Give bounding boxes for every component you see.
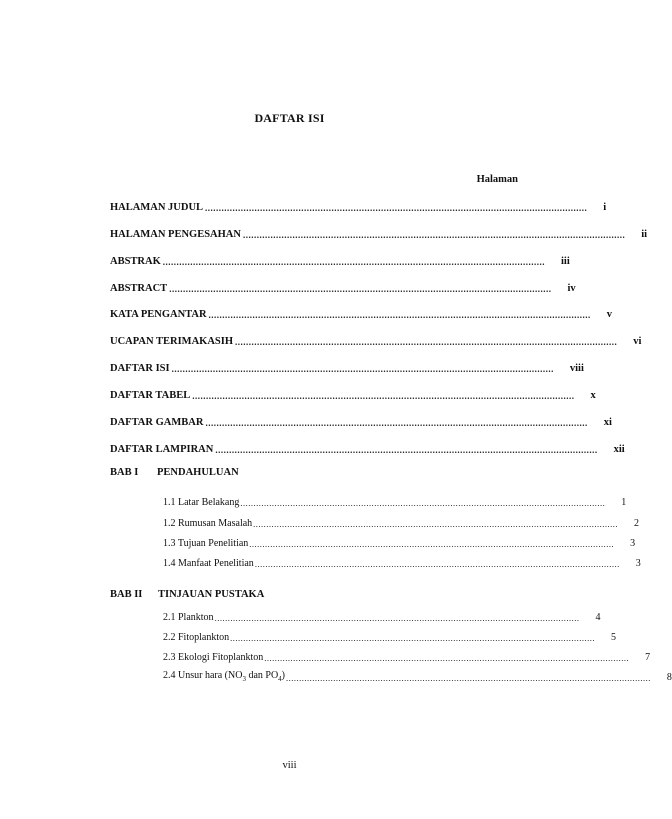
toc-entry[interactable] <box>110 441 625 455</box>
chapter-number: BAB II <box>110 589 143 600</box>
toc-entry[interactable] <box>110 226 648 240</box>
page-title: DAFTAR ISI <box>254 111 325 125</box>
toc-subentry-label: 1.2 Rumusan Masalah <box>163 518 253 529</box>
toc-subentry-page: 3 <box>635 558 641 569</box>
dot-leader: ........................................................................................................................................... <box>208 310 591 320</box>
toc-subentry-page: 2 <box>634 518 640 529</box>
dot-leader: ........................................................................................................................................... <box>264 653 630 663</box>
dot-leader: ........................................................................................................................................... <box>249 539 615 549</box>
subscript: 4 <box>278 675 282 683</box>
toc-entry[interactable] <box>110 306 613 320</box>
toc-entry-page: vi <box>633 336 642 347</box>
dot-leader: ........................................................................................................................................... <box>253 519 619 529</box>
toc-subentry-label <box>163 670 285 683</box>
toc-subentry[interactable] <box>163 649 651 663</box>
dot-leader: ........................................................................................................................................... <box>169 284 552 294</box>
label-part: dan PO <box>245 670 279 681</box>
toc-entry[interactable] <box>110 253 570 267</box>
toc-entry-page: viii <box>569 363 584 374</box>
toc-subentry-label: 1.4 Manfaat Penelitian <box>163 558 254 569</box>
dot-leader: ........................................................................................................................................... <box>242 230 626 240</box>
toc-entry-label: HALAMAN JUDUL <box>110 202 204 213</box>
toc-subentry-label: 2.1 Plankton <box>163 612 214 623</box>
toc-entry-label: UCAPAN TERIMAKASIH <box>110 336 233 347</box>
chapter-heading[interactable] <box>110 589 264 600</box>
toc-entry[interactable] <box>110 199 607 213</box>
toc-subentry-page: 8 <box>666 672 672 683</box>
toc-entry-page: iii <box>561 256 570 267</box>
dot-leader: ........................................................................................................................................... <box>230 633 595 643</box>
toc-entry-label: DAFTAR GAMBAR <box>110 417 204 428</box>
toc-subentry[interactable] <box>163 629 616 643</box>
toc-entry-page: v <box>606 309 613 320</box>
dot-leader: ........................................................................................................................................... <box>162 257 546 267</box>
toc-entry-label: DAFTAR LAMPIRAN <box>110 444 214 455</box>
label-part: ) <box>281 670 286 681</box>
toc-entry-page: iv <box>567 283 576 294</box>
toc-entry[interactable] <box>110 387 596 401</box>
toc-subentry-label: 1.1 Latar Belakang <box>163 497 240 508</box>
toc-subentry-page: 5 <box>611 632 616 643</box>
toc-subentry[interactable] <box>163 609 601 623</box>
toc-subentry-label: 1.3 Tujuan Penelitian <box>163 538 249 549</box>
chapter-heading[interactable] <box>110 467 239 478</box>
toc-entry-label: DAFTAR TABEL <box>110 390 191 401</box>
toc-entry-page: x <box>590 390 596 401</box>
toc-entry[interactable] <box>110 414 612 428</box>
toc-subentry[interactable] <box>163 515 640 529</box>
dot-leader: ........................................................................................................................................... <box>214 613 580 623</box>
toc-entry-label: HALAMAN PENGESAHAN <box>110 229 241 240</box>
chapter-title: PENDAHULUAN <box>157 467 239 478</box>
toc-subentry-page: 7 <box>645 652 651 663</box>
toc-subentry[interactable] <box>163 494 627 508</box>
page-number-footer: viii <box>282 760 297 771</box>
chapter-title: TINJAUAN PUSTAKA <box>158 589 265 600</box>
toc-entry[interactable] <box>110 360 584 374</box>
chapter-number: BAB I <box>110 467 139 478</box>
subscript: 3 <box>242 675 246 683</box>
dot-leader: ........................................................................................................................................... <box>192 391 575 401</box>
dot-leader: ........................................................................................................................................... <box>286 673 651 683</box>
dot-leader: ........................................................................................................................................... <box>240 498 606 508</box>
toc-entry-page: xii <box>613 444 625 455</box>
toc-entry[interactable] <box>110 333 642 347</box>
toc-entry-label: ABSTRAK <box>110 256 161 267</box>
toc-subentry[interactable] <box>163 669 672 683</box>
toc-subentry-label: 2.2 Fitoplankton <box>163 632 230 643</box>
dot-leader: ........................................................................................................................................... <box>235 337 618 347</box>
toc-entry-page: ii <box>641 229 648 240</box>
toc-entry-label: DAFTAR ISI <box>110 363 170 374</box>
toc-entry-page: i <box>603 202 607 213</box>
toc-subentry-page: 3 <box>630 538 636 549</box>
toc-entry[interactable] <box>110 280 576 294</box>
dot-leader: ........................................................................................................................................... <box>205 418 588 428</box>
toc-subentry-page: 1 <box>621 497 627 508</box>
dot-leader: ........................................................................................................................................... <box>215 445 598 455</box>
halaman-column-header: Halaman <box>476 174 518 185</box>
dot-leader: ........................................................................................................................................... <box>205 203 588 213</box>
dot-leader: ........................................................................................................................................... <box>254 559 620 569</box>
toc-entry-label: ABSTRACT <box>110 283 168 294</box>
toc-subentry[interactable] <box>163 555 641 569</box>
dot-leader: ........................................................................................................................................... <box>171 364 554 374</box>
toc-subentry-page: 4 <box>595 612 601 623</box>
label-part: 2.4 Unsur hara (NO <box>163 670 243 681</box>
toc-subentry-label: 2.3 Ekologi Fitoplankton <box>163 652 264 663</box>
toc-subentry[interactable] <box>163 535 636 549</box>
toc-entry-label: KATA PENGANTAR <box>110 309 207 320</box>
toc-entry-page: xi <box>603 417 612 428</box>
